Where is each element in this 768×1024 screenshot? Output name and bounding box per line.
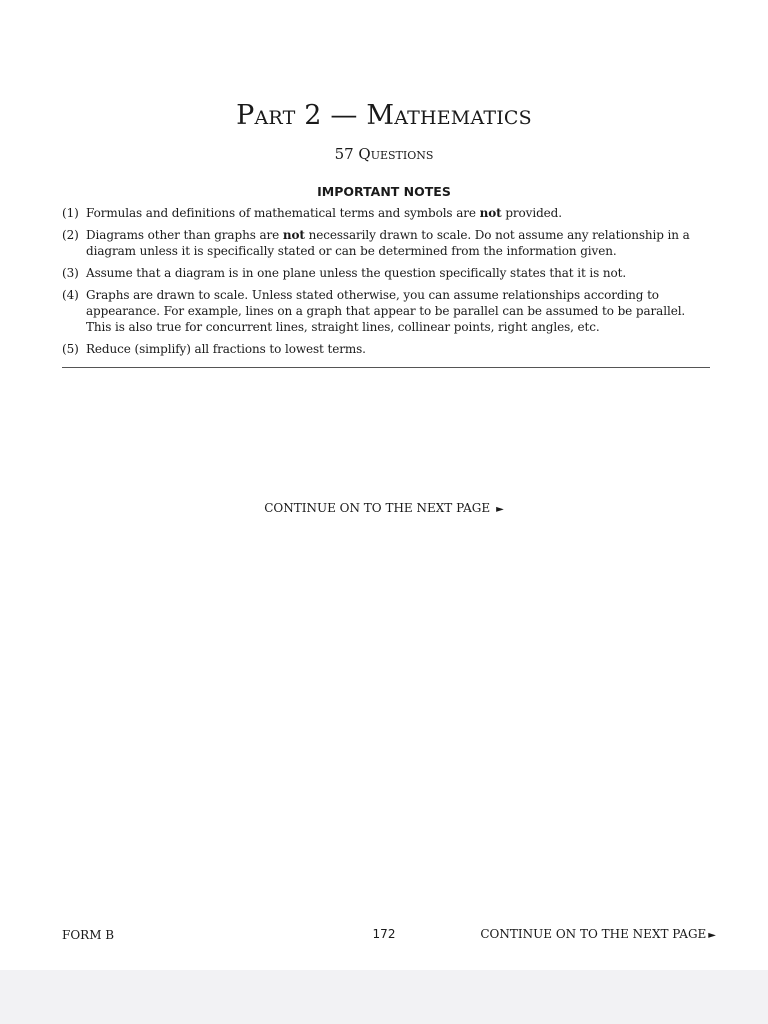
note-text-part: necessarily drawn to scale. Do not assume any relationship in a diagram unless it is specifically stated or can be determined from the information given. bbox=[86, 228, 690, 258]
note-text-part: Diagrams other than graphs are bbox=[86, 228, 283, 242]
note-text-part: Formulas and definitions of mathematical terms and symbols are bbox=[86, 206, 480, 220]
note-number: (1) bbox=[62, 206, 79, 220]
note-item bbox=[62, 341, 712, 357]
note-number: (5) bbox=[62, 342, 79, 356]
arrow-right-icon: ► bbox=[496, 504, 504, 515]
note-item bbox=[62, 287, 712, 335]
note-text-part: provided. bbox=[501, 206, 562, 220]
note-item bbox=[62, 265, 712, 281]
section-divider bbox=[62, 367, 710, 368]
note-item bbox=[62, 227, 712, 259]
note-number: (2) bbox=[62, 228, 79, 242]
note-text bbox=[86, 227, 712, 259]
note-emphasis: not bbox=[282, 228, 305, 242]
footer-page-number: 172 bbox=[372, 927, 396, 941]
footer-continue-text: CONTINUE ON TO THE NEXT PAGE bbox=[480, 927, 707, 941]
footer-form-label: FORM B bbox=[62, 928, 115, 942]
footer-continue-notice bbox=[480, 927, 716, 941]
notes-heading: IMPORTANT NOTES bbox=[317, 184, 451, 199]
note-text bbox=[86, 205, 712, 221]
continue-notice bbox=[0, 501, 768, 515]
note-text: Graphs are drawn to scale. Unless stated otherwise, you can assume relationships according to appearance. For example, lines on a graph that appear to be parallel can be assumed to be parallel. This is also true for concurrent lines, straight lines, collinear points, right angles, etc. bbox=[86, 288, 686, 334]
page-subtitle: 57 Questions bbox=[334, 145, 434, 163]
note-number: (4) bbox=[62, 288, 79, 302]
arrow-right-icon: ► bbox=[708, 930, 716, 941]
page-title: Part 2 — Mathematics bbox=[236, 100, 532, 131]
note-number: (3) bbox=[62, 266, 79, 280]
continue-text: CONTINUE ON TO THE NEXT PAGE bbox=[264, 501, 491, 515]
notes-list bbox=[62, 205, 712, 363]
note-text: Reduce (simplify) all fractions to lowest terms. bbox=[86, 342, 366, 356]
note-text: Assume that a diagram is in one plane unless the question specifically states that it is not. bbox=[86, 266, 627, 280]
note-item bbox=[62, 205, 712, 221]
note-emphasis: not bbox=[479, 206, 502, 220]
viewer-bottom-band bbox=[0, 970, 768, 1024]
